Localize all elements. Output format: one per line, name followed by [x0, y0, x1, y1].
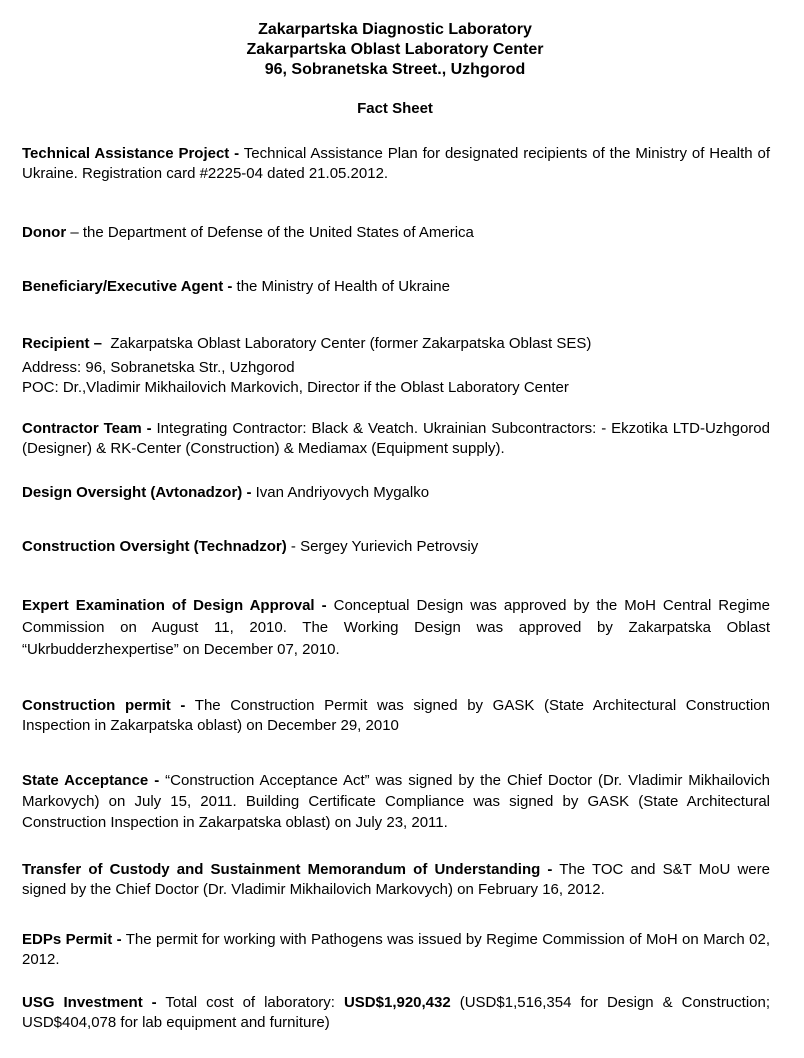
expert-examination — [22, 595, 770, 661]
section-label: EDPs Permit - — [22, 931, 122, 948]
section-text: Integrating Contractor: Black & Veatch. Ukrainian Subcontractors: - Ekzotika LTD-Uzhgorod (Designer) & RK-Center (Construction) & Mediamax (Equipment supply). — [22, 420, 770, 457]
section-label: Donor — [22, 224, 67, 241]
beneficiary — [22, 277, 770, 297]
section-text: The permit for working with Pathogens was issued by Regime Commission of MoH on March 02, 2012. — [22, 931, 770, 968]
section-label: State Acceptance - — [22, 772, 160, 789]
section-label: Design Oversight (Avtonadzor) - — [22, 484, 252, 501]
section-text: Ivan Andriyovych Mygalko — [251, 484, 430, 501]
donor — [22, 223, 770, 243]
section-text: Total cost of laboratory: — [156, 994, 344, 1011]
section-label: Recipient – — [22, 335, 103, 352]
transfer-of-custody — [22, 860, 770, 900]
section-text: Conceptual Design was approved by the MoH Central Regime Commission on August 11, 2010. The Working Design was approved by Zakarpatska Oblast “Ukrbudderzhexpertise” on December 07, 2010. — [22, 597, 770, 658]
section-label: Beneficiary/Executive Agent - — [22, 278, 233, 295]
section-label: Transfer of Custody and Sustainment Memorandum of Understanding - — [22, 861, 553, 878]
section-text: Technical Assistance Plan for designated recipients of the Ministry of Health of Ukraine. Registration card #2225-04 dated 21.05.2012. — [22, 145, 770, 182]
technical-assistance-project — [22, 144, 770, 184]
construction-permit — [22, 696, 770, 736]
lab-name: Zakarpartska Diagnostic Laboratory — [258, 21, 532, 38]
section-label: USG Investment - — [22, 994, 157, 1011]
section-label: Technical Assistance Project - — [22, 145, 240, 162]
state-acceptance — [22, 770, 770, 833]
section-label: Contractor Team - — [22, 420, 152, 437]
section-text: The TOC and S&T MoU were signed by the Chief Doctor (Dr. Vladimir Mikhailovich Markovych) on February 16, 2012. — [22, 861, 770, 898]
document-subtitle: Fact Sheet — [357, 100, 433, 117]
usg-investment — [22, 993, 770, 1033]
section-text: – the Department of Defense of the United States of America — [66, 224, 474, 241]
construction-oversight — [22, 537, 770, 557]
section-text: the Ministry of Health of Ukraine — [232, 278, 450, 295]
center-name: Zakarpartska Oblast Laboratory Center — [246, 41, 544, 58]
contractor-team — [22, 419, 770, 459]
section-text: Zakarpatska Oblast Laboratory Center (former Zakarpatska Oblast SES) — [102, 335, 592, 352]
edps-permit — [22, 930, 770, 970]
section-text: The Construction Permit was signed by GASK (State Architectural Construction Inspection in Zakarpatska oblast) on December 29, 2010 — [22, 697, 770, 734]
section-label: Expert Examination of Design Approval - — [22, 597, 327, 614]
recipient-address: Address: 96, Sobranetska Str., Uzhgorod — [22, 359, 295, 376]
section-text: “Construction Acceptance Act” was signed by the Chief Doctor (Dr. Vladimir Mikhailovich Markovych) on July 15, 2011. Building Certificate Compliance was signed by GASK (State Architectural Construction Inspection in Zakarpatska oblast) on July 23, 2011. — [22, 772, 770, 831]
section-label: Construction permit - — [22, 697, 186, 714]
recipient-poc: POC: Dr.,Vladimir Mikhailovich Markovich, Director if the Oblast Laboratory Center — [22, 379, 569, 396]
section-label: Construction Oversight (Technadzor) — [22, 538, 287, 555]
section-text: - Sergey Yurievich Petrovsiy — [286, 538, 479, 555]
address-heading: 96, Sobranetska Street., Uzhgorod — [264, 61, 526, 78]
design-oversight — [22, 483, 770, 503]
total-cost: USD$1,920,432 — [343, 994, 451, 1011]
section-text: (USD$1,516,354 for Design & Construction; USD$404,078 for lab equipment and furniture) — [22, 994, 771, 1031]
recipient — [22, 334, 770, 354]
